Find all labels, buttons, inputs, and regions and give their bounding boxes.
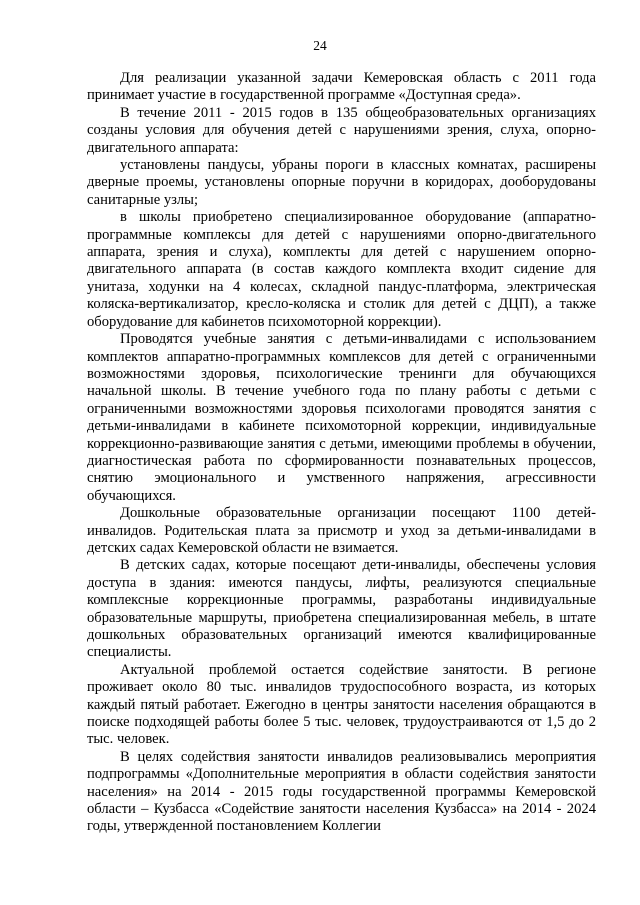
paragraph: В течение 2011 - 2015 годов в 135 общеобразовательных организациях созданы условия для обучения детей с нарушениями зрения, слуха, опорно-двигательного аппарата: xyxy=(87,104,596,156)
paragraph: Актуальной проблемой остается содействие занятости. В регионе проживает около 80 тыс. инвалидов трудоспособного возраста, из которых каждый пятый работает. Ежегодно в центры занятости населения обращаются в поиске подходящей работы более 5 тыс. человек, трудоустраиваются от 1,5 до 2 тыс. человек. xyxy=(87,661,596,748)
document-body xyxy=(87,70,596,836)
page-number: 24 xyxy=(313,38,327,53)
paragraph: В детских садах, которые посещают дети-инвалиды, обеспечены условия доступа в здания: имеются пандусы, лифты, реализуются специальные комплексные коррекционные программы, разработаны индивидуальные образовательные маршруты, приобретена специализированная мебель, в штате дошкольных образовательных организаций имеются квалифицированные специалисты. xyxy=(87,557,596,661)
paragraph: Проводятся учебные занятия с детьми-инвалидами с использованием комплектов аппаратно-программных комплексов для детей с ограниченными возможностями здоровья, психологические тренинги для обучающихся начальной школы. В течение учебного года по плану работы с детьми с ограниченными возможностями здоровья психологами проводятся занятия с детьми-инвалидами в кабинете психомоторной коррекции, индивидуальные коррекционно-развивающие занятия с детьми, имеющими проблемы в обучении, диагностическая работа по сформированности познавательных процессов, снятию эмоционального и умственного напряжения, агрессивности обучающихся. xyxy=(87,331,596,504)
paragraph: установлены пандусы, убраны пороги в классных комнатах, расширены дверные проемы, установлены опорные поручни в коридорах, дооборудованы санитарные узлы; xyxy=(87,157,596,208)
paragraph: Для реализации указанной задачи Кемеровская область с 2011 года принимает участие в государственной программе «Доступная среда». xyxy=(87,70,596,104)
paragraph: в школы приобретено специализированное оборудование (аппаратно-программные комплексы для детей с нарушениями опорно-двигательного аппарата, зрения и слуха), комплекты для детей с нарушением опорно-двигательного аппарата (в состав каждого комплекта входит сидение для унитаза, ходунки на 4 колесах, складной пандус-платформа, электрическая коляска-вертикализатор, кресло-коляска и столик для детей с ДЦП), а также оборудование для кабинетов психомоторной коррекции). xyxy=(87,209,596,330)
paragraph: Дошкольные образовательные организации посещают 1100 детей-инвалидов. Родительская плата за присмотр и уход за детьми-инвалидами в детских садах Кемеровской области не взимается. xyxy=(87,505,596,556)
paragraph: В целях содействия занятости инвалидов реализовывались мероприятия подпрограммы «Дополнительные мероприятия в области содействия занятости населения» на 2014 - 2015 годы государственной программы Кемеровской области – Кузбасса «Содействие занятости населения Кузбасса» на 2014 - 2024 годы, утвержденной постановлением Коллегии xyxy=(87,748,596,835)
